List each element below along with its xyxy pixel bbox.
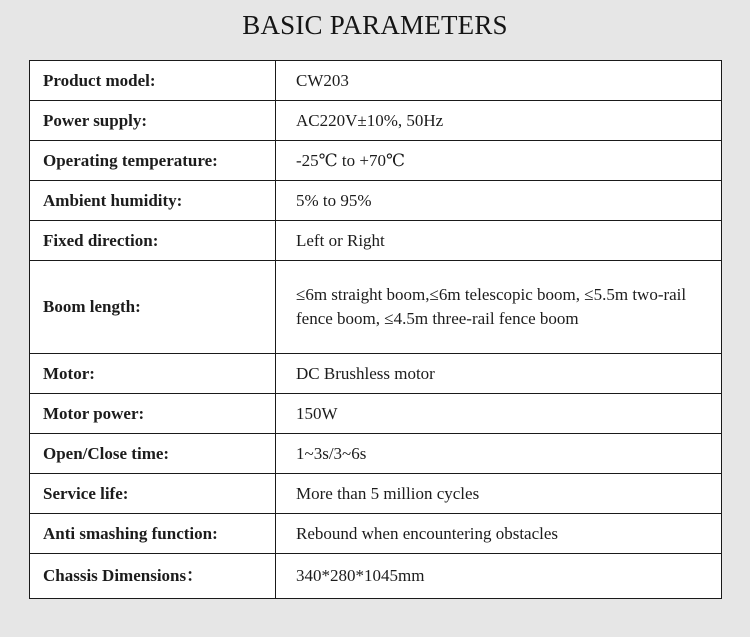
param-label: Boom length: bbox=[30, 261, 276, 354]
param-label: Fixed direction: bbox=[30, 221, 276, 261]
table-row-open-close-time bbox=[30, 434, 722, 474]
param-label: Anti smashing function: bbox=[30, 514, 276, 554]
table-row-anti-smashing bbox=[30, 514, 722, 554]
param-value: More than 5 million cycles bbox=[276, 474, 722, 514]
param-value: AC220V±10%, 50Hz bbox=[276, 101, 722, 141]
param-value: Rebound when encountering obstacles bbox=[276, 514, 722, 554]
param-value: -25℃ to +70℃ bbox=[276, 141, 722, 181]
param-value: ≤6m straight boom,≤6m telescopic boom, ≤5.5m two-rail fence boom, ≤4.5m three-rail fence boom bbox=[276, 261, 722, 354]
table-row-product-model bbox=[30, 61, 722, 101]
table-row-ambient-humidity bbox=[30, 181, 722, 221]
table-row-motor bbox=[30, 354, 722, 394]
param-label: Chassis Dimensions： bbox=[30, 554, 276, 599]
table-row-fixed-direction bbox=[30, 221, 722, 261]
param-label: Operating temperature: bbox=[30, 141, 276, 181]
param-label: Motor: bbox=[30, 354, 276, 394]
param-label: Motor power: bbox=[30, 394, 276, 434]
table-row-service-life bbox=[30, 474, 722, 514]
param-label: Open/Close time: bbox=[30, 434, 276, 474]
table-row-power-supply bbox=[30, 101, 722, 141]
param-label: Service life: bbox=[30, 474, 276, 514]
param-value: 340*280*1045mm bbox=[276, 554, 722, 599]
param-value: DC Brushless motor bbox=[276, 354, 722, 394]
param-label: Power supply: bbox=[30, 101, 276, 141]
param-value: 5% to 95% bbox=[276, 181, 722, 221]
page-title: BASIC PARAMETERS bbox=[242, 10, 508, 40]
table-row-boom-length bbox=[30, 261, 722, 354]
table-row-chassis-dimensions bbox=[30, 554, 722, 599]
basic-parameters-table bbox=[29, 60, 722, 599]
param-label: Product model: bbox=[30, 61, 276, 101]
table-row-motor-power bbox=[30, 394, 722, 434]
param-value: Left or Right bbox=[276, 221, 722, 261]
param-value: 150W bbox=[276, 394, 722, 434]
param-value: 1~3s/3~6s bbox=[276, 434, 722, 474]
param-label: Ambient humidity: bbox=[30, 181, 276, 221]
table-row-operating-temperature bbox=[30, 141, 722, 181]
param-value: CW203 bbox=[276, 61, 722, 101]
